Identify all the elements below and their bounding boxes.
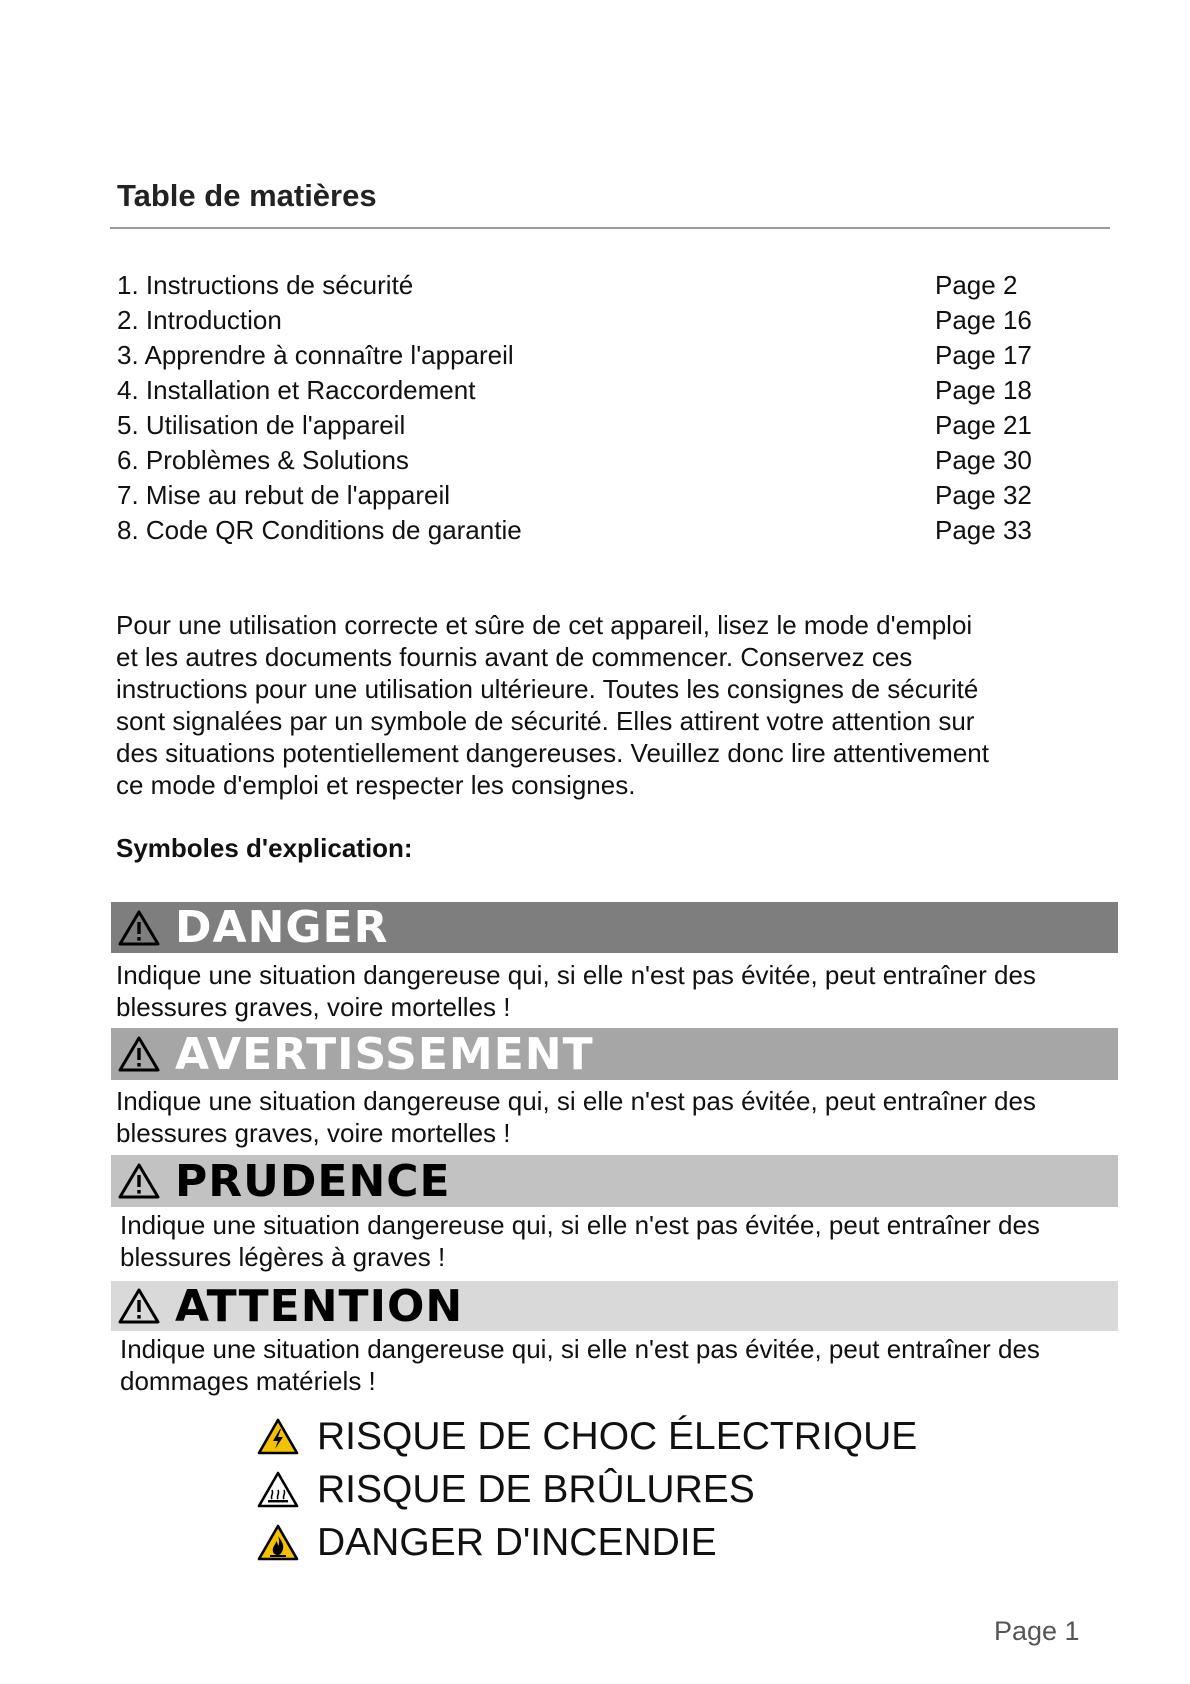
intro-line: ce mode d'emploi et respecter les consignes. bbox=[116, 770, 636, 800]
danger-signal-word: DANGER bbox=[175, 902, 389, 953]
toc-title: Table de matières bbox=[117, 178, 377, 213]
warning-description bbox=[116, 1085, 1136, 1149]
warning-description-line: blessures graves, voire mortelles ! bbox=[116, 1118, 511, 1148]
caution-description-line: Indique une situation dangereuse qui, si elle n'est pas évitée, peut entraîner des bbox=[120, 1210, 1040, 1240]
danger-description-line: blessures graves, voire mortelles ! bbox=[116, 992, 511, 1022]
electric-shock-warning-icon bbox=[257, 1418, 299, 1456]
intro-line: sont signalées par un symbole de sécurité. Elles attirent votre attention sur bbox=[116, 706, 975, 736]
hazard-electric-shock bbox=[257, 1415, 917, 1459]
hazard-label: DANGER D'INCENDIE bbox=[317, 1521, 717, 1564]
attention-banner bbox=[111, 1281, 1118, 1331]
attention-description-line: dommages matériels ! bbox=[120, 1366, 376, 1396]
attention-description bbox=[120, 1333, 1140, 1397]
caution-signal-word: PRUDENCE bbox=[175, 1155, 451, 1207]
toc-item[interactable] bbox=[117, 338, 1067, 373]
toc-item-label: 4. Installation et Raccordement bbox=[117, 375, 476, 405]
toc-item[interactable] bbox=[117, 408, 1067, 443]
toc-item-page: Page 30 bbox=[935, 445, 1032, 475]
attention-description-line: Indique une situation dangereuse qui, si elle n'est pas évitée, peut entraîner des bbox=[120, 1334, 1040, 1364]
toc-item-label: 2. Introduction bbox=[117, 305, 282, 335]
danger-description bbox=[116, 959, 1136, 1023]
page-number: Page 1 bbox=[994, 1616, 1080, 1646]
toc-item-label: 6. Problèmes & Solutions bbox=[117, 445, 409, 475]
toc-item-page: Page 21 bbox=[935, 410, 1032, 440]
toc-item-label: 7. Mise au rebut de l'appareil bbox=[117, 480, 451, 510]
toc-item-label: 5. Utilisation de l'appareil bbox=[117, 410, 406, 440]
toc-item-page: Page 16 bbox=[935, 305, 1032, 335]
warning-triangle-icon bbox=[117, 909, 161, 947]
hot-surface-warning-icon bbox=[257, 1471, 299, 1509]
intro-line: instructions pour une utilisation ultérieure. Toutes les consignes de sécurité bbox=[116, 674, 979, 704]
toc-item[interactable] bbox=[117, 443, 1067, 478]
toc-item-page: Page 32 bbox=[935, 480, 1032, 510]
toc-item-page: Page 18 bbox=[935, 375, 1032, 405]
symbols-heading: Symboles d'explication: bbox=[116, 833, 413, 863]
warning-triangle-icon bbox=[117, 1035, 161, 1073]
intro-line: des situations potentiellement dangereuses. Veuillez donc lire attentivement bbox=[116, 738, 989, 768]
toc-item-label: 3. Apprendre à connaître l'appareil bbox=[117, 340, 514, 370]
table-of-contents bbox=[117, 268, 1067, 548]
warning-triangle-icon bbox=[117, 1162, 161, 1200]
toc-item[interactable] bbox=[117, 268, 1067, 303]
warning-banner bbox=[111, 1028, 1118, 1080]
hazard-fire bbox=[257, 1521, 717, 1565]
toc-divider bbox=[110, 227, 1110, 229]
caution-description bbox=[120, 1209, 1140, 1273]
toc-item-label: 8. Code QR Conditions de garantie bbox=[117, 515, 522, 545]
danger-banner bbox=[111, 902, 1118, 953]
caution-banner bbox=[111, 1155, 1118, 1207]
toc-item-page: Page 33 bbox=[935, 515, 1032, 545]
fire-warning-icon bbox=[257, 1524, 299, 1562]
toc-item[interactable] bbox=[117, 373, 1067, 408]
attention-signal-word: ATTENTION bbox=[175, 1280, 464, 1332]
toc-item-page: Page 2 bbox=[935, 270, 1018, 300]
hazard-burns bbox=[257, 1468, 755, 1512]
caution-description-line: blessures légères à graves ! bbox=[120, 1242, 446, 1272]
warning-description-line: Indique une situation dangereuse qui, si elle n'est pas évitée, peut entraîner des bbox=[116, 1086, 1036, 1116]
intro-line: et les autres documents fournis avant de commencer. Conservez ces bbox=[116, 642, 913, 672]
toc-item[interactable] bbox=[117, 303, 1067, 338]
hazard-label: RISQUE DE BRÛLURES bbox=[317, 1468, 755, 1511]
warning-triangle-icon bbox=[117, 1287, 161, 1325]
toc-item-label: 1. Instructions de sécurité bbox=[117, 270, 414, 300]
toc-item[interactable] bbox=[117, 513, 1067, 548]
toc-item[interactable] bbox=[117, 478, 1067, 513]
toc-item-page: Page 17 bbox=[935, 340, 1032, 370]
hazard-label: RISQUE DE CHOC ÉLECTRIQUE bbox=[317, 1415, 918, 1458]
danger-description-line: Indique une situation dangereuse qui, si elle n'est pas évitée, peut entraîner des bbox=[116, 960, 1036, 990]
intro-paragraph bbox=[116, 609, 1096, 801]
intro-line: Pour une utilisation correcte et sûre de cet appareil, lisez le mode d'emploi bbox=[116, 610, 973, 640]
warning-signal-word: AVERTISSEMENT bbox=[175, 1028, 594, 1080]
